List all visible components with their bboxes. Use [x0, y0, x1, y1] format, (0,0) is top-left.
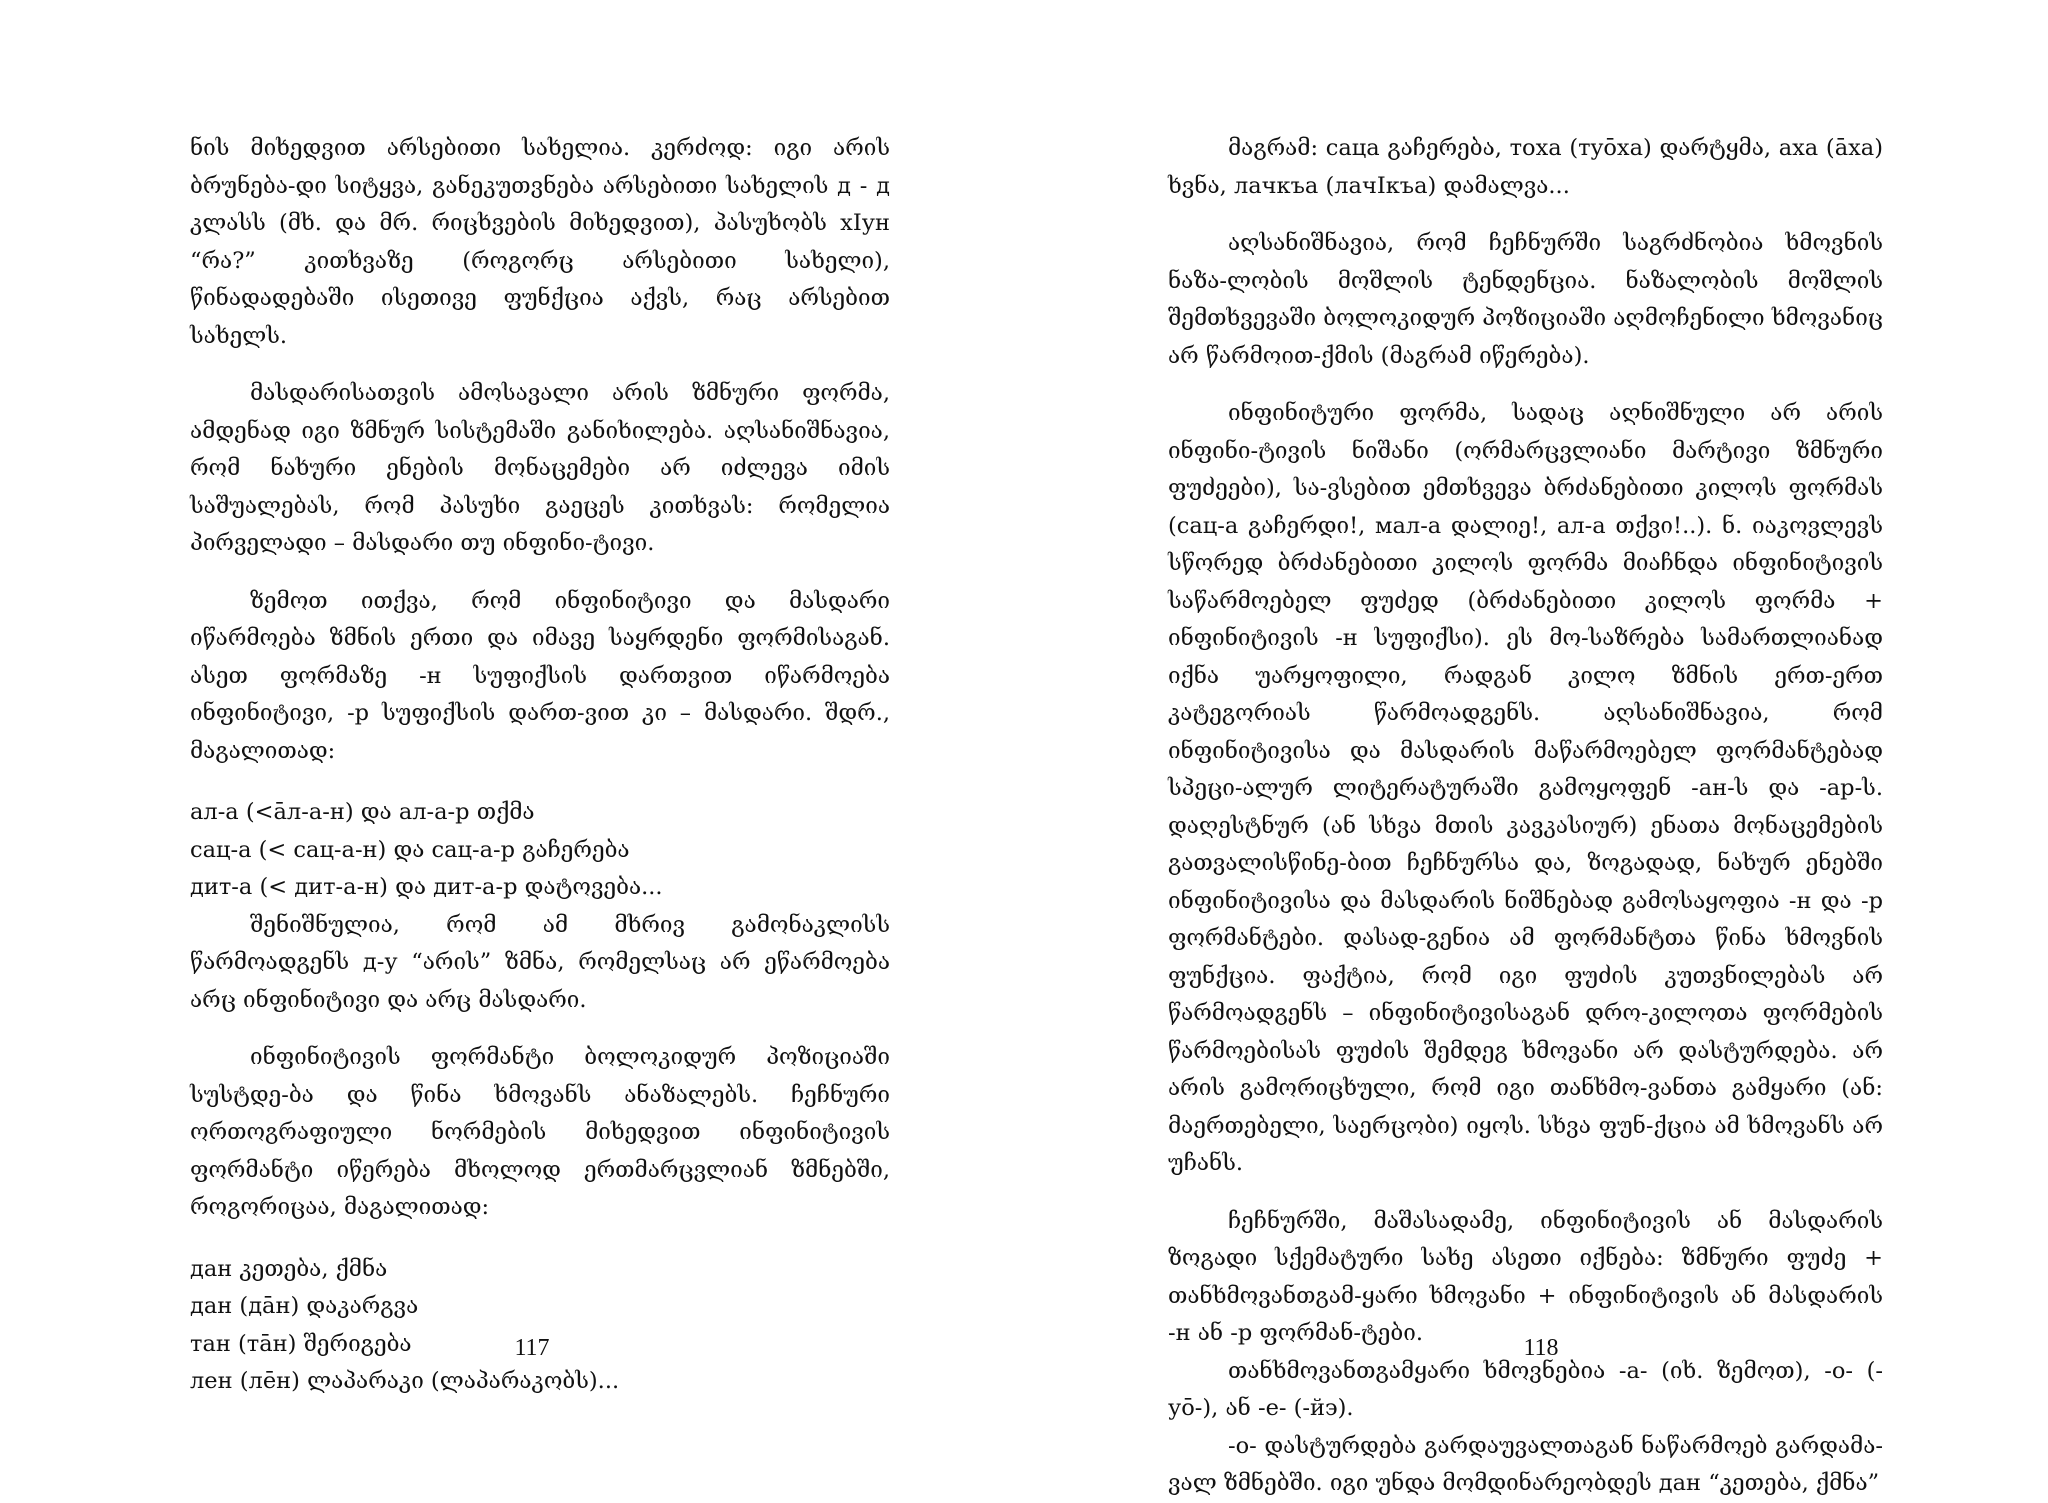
page-number-right: 118: [1523, 1335, 1559, 1361]
paragraph: შენიშნულია, რომ ამ მხრივ გამონაკლისს წარმოადგენს д-у “არის” ზმნა, რომელსაც არ ეწარმოება არც ინფინიტივი და არც მასდარი.: [190, 911, 890, 1013]
paragraph: მასდარისათვის ამოსავალი არის ზმნური ფორმა, ამდენად იგი ზმნურ სისტემაში განიხილება. აღსანიშნავია, რომ ნახური ენების მონაცემები არ იძლევა იმის საშუალებას, რომ პასუხი გაეცეს კითხვას: რომელია პირველადი – მასდარი თუ ინფინი-ტივი.: [190, 380, 890, 556]
paragraph: ჩეჩნურში, მაშასადამე, ინფინიტივის ან მასდარის ზოგადი სქემატური სახე ასეთი იქნება: ზმნური ფუძე + თანხმოვანთგამ-ყარი ხმოვანი + ინფინიტივის ან მასდარის -н ან -р ფორმან-ტები.: [1168, 1207, 1883, 1346]
example-list: [190, 794, 890, 907]
paragraph-continued: ნის მიხედვით არსებითი სახელია. კერძოდ: იგი არის ბრუნება-დი სიტყვა, განეკუთვნება არსებითი სახელის д - д კლასს (მხ. და მრ. რიცხვების მიხედვით), პასუხობს хIун “რა?” კითხვაზე (როგორც არსებითი სახელი), წინადადებაში ისეთივე ფუნქცია აქვს, რაც არსებით სახელს.: [190, 135, 890, 349]
example-item: дан კეთება, ქმნა: [190, 1255, 388, 1282]
example-item: сац-а (< сац-а-н) და сац-а-р გაჩერება: [190, 836, 630, 863]
paragraph: ინფინიტური ფორმა, სადაც აღნიშნული არ არის ინფინი-ტივის ნიშანი (ორმარცვლიანი მარტივი ზმნური ფუძეები), სა-ვსებით ემთხვევა ბრძანებითი კილოს ფორმას (сац-а გაჩერდი!, мал-а დალიე!, ал-а თქვი!..). ნ. იაკოვლევს სწორედ ბრძანებითი კილოს ფორმა მიაჩნდა ინფინიტივის საწარმოებელ ფუძედ (ბრძანებითი კილოს ფორმა + ინფინიტივის -н სუფიქსი). ეს მო-საზრება სამართლიანად იქნა უარყოფილი, რადგან კილო ზმნის ერთ-ერთ კატეგორიას წარმოადგენს. აღსანიშნავია, რომ ინფინიტივისა და მასდარის მაწარმოებელ ფორმანტებად სპეცი-ალურ ლიტერატურაში გამოყოფენ -ан-ს და -ар-ს. დაღესტნურ (ან სხვა მთის კავკასიურ) ენათა მონაცემების გათვალისწინე-ბით ჩეჩნურსა და, ზოგადად, ნახურ ენებში ინფინიტივისა და მასდარის ნიშნებად გამოსაყოფია -н და -р ფორმანტები. დასად-გენია ამ ფორმანტთა წინა ხმოვნის ფუნქცია. ფაქტია, რომ იგი ფუძის კუთვნილებას არ წარმოადგენს – ინფინიტივისაგან დრო-კილოთა ფორმების წარმოებისას ფუძის შემდეგ ხმოვანი არ დასტურდება. არ არის გამორიცხული, რომ იგი თანხმო-ვანთა გამყარი (ან: მაერთებელი, საერცობი) იყოს. სხვა ფუნ-ქცია ამ ხმოვანს არ უჩანს.: [1168, 400, 1883, 1176]
paragraph: -о- დასტურდება გარდაუვალთაგან ნაწარმოებ გარდამა-ვალ ზმნებში. იგი უნდა მომდინარეობდეს дан “კეთება, ქმნა”: [1168, 1432, 1883, 1496]
example-item: лен (лēн) ლაპარაკი (ლაპარაკობს)...: [190, 1368, 620, 1394]
paragraph: მაგრამ: саца გაჩერება, тоха (тyōха) დარტყმა, аха (āха) ხვნა, лачкъа (лачIкъа) დამალვა...: [1168, 135, 1883, 199]
paragraph: აღსანიშნავია, რომ ჩეჩნურში საგრძნობია ხმოვნის ნაზა-ლობის მოშლის ტენდენცია. ნაზალობის მოშლის შემთხვევაში ბოლოკიდურ პოზიციაში აღმოჩენილი ხმოვანიც არ წარმოით-ქმის (მაგრამ იწერება).: [1168, 230, 1883, 369]
example-item: дит-а (< дит-а-н) და дит-а-р დატოვება...: [190, 874, 663, 900]
right-page: [1168, 130, 1883, 1503]
left-page: [190, 130, 890, 1401]
example-list: [190, 1251, 890, 1401]
paragraph: თანხმოვანთგამყარი ხმოვნებია -а- (იხ. ზემოთ), -о- (-уō-), ან -е- (-йэ).: [1168, 1357, 1883, 1421]
example-item: ал-а (<āл-а-н) და ал-а-р თქმა: [190, 799, 535, 825]
paragraph: ზემოთ ითქვა, რომ ინფინიტივი და მასდარი იწარმოება ზმნის ერთი და იმავე საყრდენი ფორმისაგან. ასეთ ფორმაზე -н სუფიქსის დართვით იწარმოება ინფინიტივი, -р სუფიქსის დართ-ვით კი – მასდარი. შდრ., მაგალითად:: [190, 587, 890, 764]
example-item: тан (тāн) შერიგება: [190, 1330, 412, 1357]
example-item: дан (дāн) დაკარგვა: [190, 1293, 419, 1319]
paragraph: ინფინიტივის ფორმანტი ბოლოკიდურ პოზიციაში სუსტდე-ბა და წინა ხმოვანს ანაზალებს. ჩეჩნური ორთოგრაფიული ნორმების მიხედვით ინფინიტივის ფორმანტი იწერება მხოლოდ ერთმარცვლიან ზმნებში, როგორიცაა, მაგალითად:: [190, 1044, 890, 1220]
page-number-left: 117: [514, 1335, 550, 1361]
